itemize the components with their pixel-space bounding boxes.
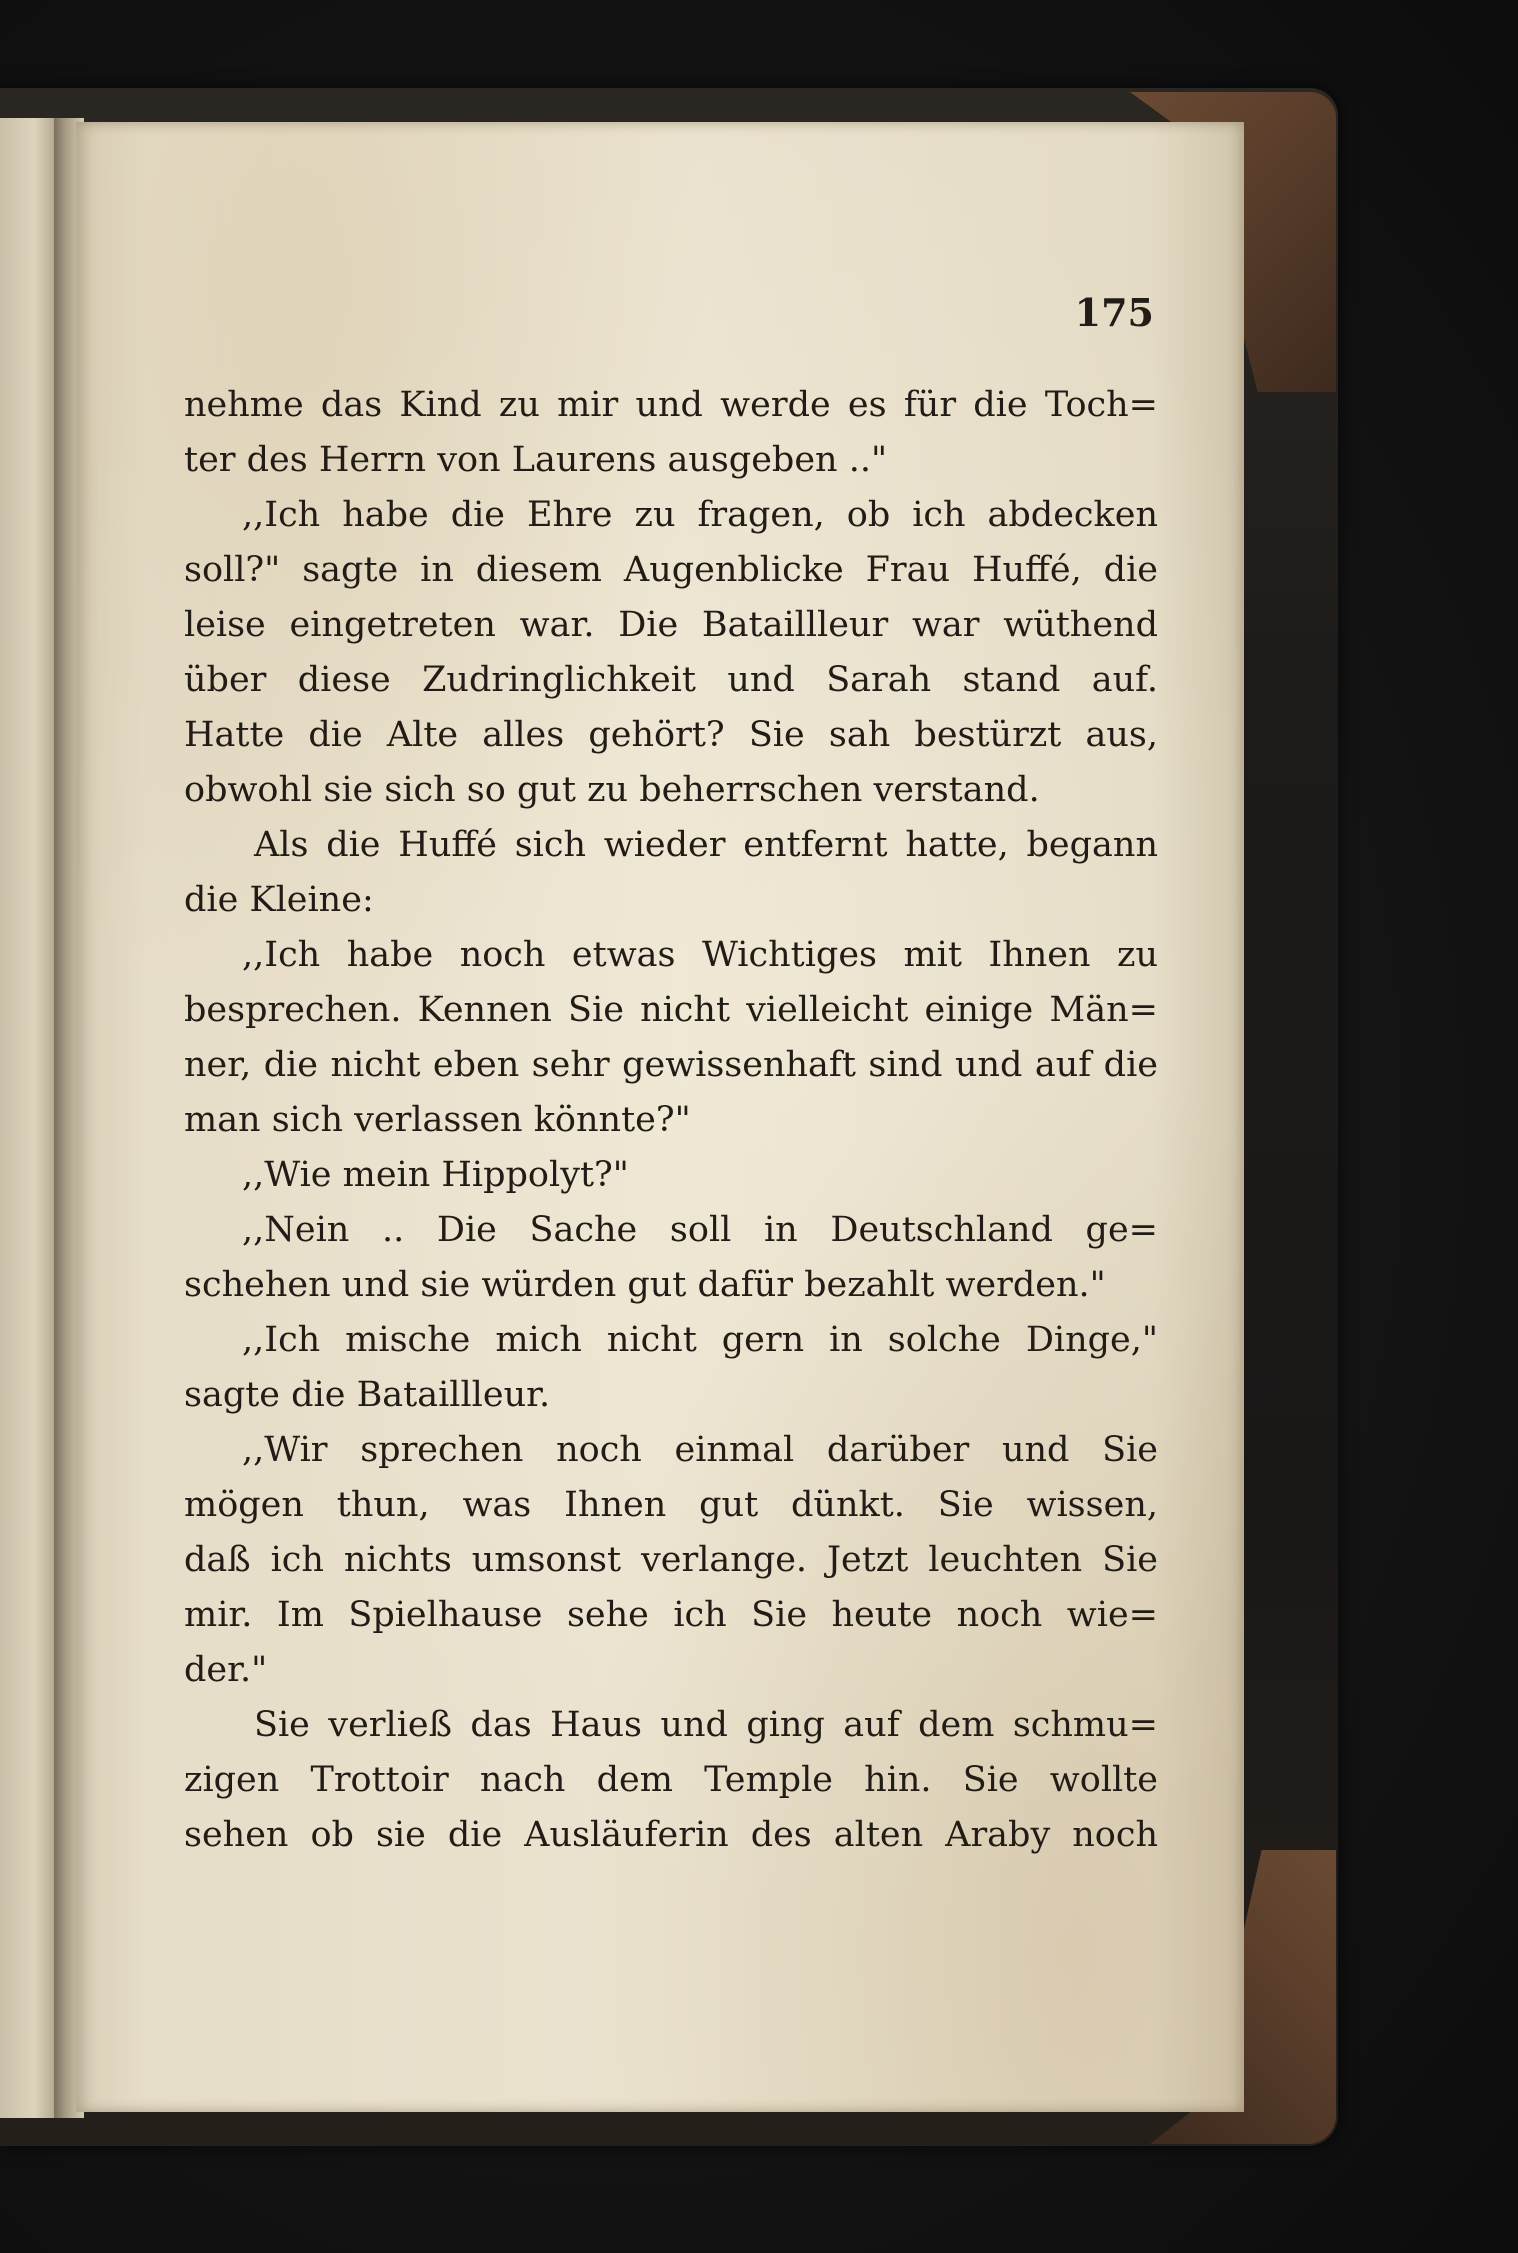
page-text — [184, 378, 1158, 1863]
text-line: über diese Zudringlichkeit und Sarah stand auf. — [184, 660, 1158, 700]
text-line: soll?" sagte in diesem Augenblicke Frau Huffé, die — [184, 550, 1158, 590]
text-line: obwohl sie sich so gut zu beherrschen verstand. — [184, 770, 1040, 810]
page-number: 175 — [1074, 290, 1154, 335]
text-line: nehme das Kind zu mir und werde es für die Toch= — [184, 385, 1158, 425]
text-line: sehen ob sie die Ausläuferin des alten Araby noch — [184, 1815, 1158, 1855]
text-line: Sie verließ das Haus und ging auf dem schmu= — [254, 1705, 1158, 1745]
text-line: ter des Herrn von Laurens ausgeben .." — [184, 440, 888, 480]
text-line: ner, die nicht eben sehr gewissenhaft sind und auf die — [184, 1045, 1158, 1085]
book-page — [76, 122, 1244, 2112]
text-line: Als die Huffé sich wieder entfernt hatte, begann — [254, 825, 1158, 865]
text-line: man sich verlassen könnte?" — [184, 1100, 691, 1140]
text-line: ,,Wie mein Hippolyt?" — [242, 1155, 629, 1195]
text-line: daß ich nichts umsonst verlange. Jetzt leuchten Sie — [184, 1540, 1158, 1580]
text-line: mir. Im Spielhause sehe ich Sie heute noch wie= — [184, 1595, 1158, 1635]
text-line: leise eingetreten war. Die Bataillleur war wüthend — [184, 605, 1158, 645]
text-line: ,,Ich habe noch etwas Wichtiges mit Ihnen zu — [242, 935, 1158, 975]
text-line: besprechen. Kennen Sie nicht vielleicht einige Män= — [184, 990, 1158, 1030]
text-line: die Kleine: — [184, 880, 374, 920]
text-line: schehen und sie würden gut dafür bezahlt werden." — [184, 1265, 1106, 1305]
text-line: ,,Ich habe die Ehre zu fragen, ob ich abdecken — [242, 495, 1158, 535]
text-line: ,,Wir sprechen noch einmal darüber und Sie — [242, 1430, 1158, 1470]
facing-page-edge — [0, 118, 62, 2118]
text-line: zigen Trottoir nach dem Temple hin. Sie wollte — [184, 1760, 1158, 1800]
text-line: ,,Nein .. Die Sache soll in Deutschland ge= — [242, 1210, 1158, 1250]
text-line: sagte die Bataillleur. — [184, 1375, 551, 1415]
text-line: der." — [184, 1650, 268, 1690]
text-line: Hatte die Alte alles gehört? Sie sah bestürzt aus, — [184, 715, 1158, 755]
text-line: ,,Ich mische mich nicht gern in solche Dinge," — [242, 1320, 1158, 1360]
text-line: mögen thun, was Ihnen gut dünkt. Sie wissen, — [184, 1485, 1158, 1525]
